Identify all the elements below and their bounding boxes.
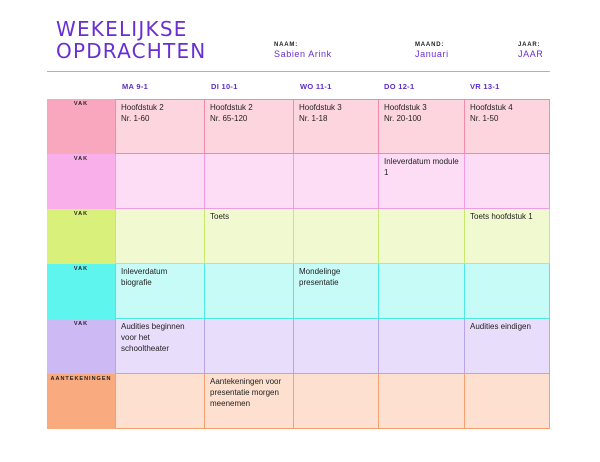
schedule-cell[interactable] (294, 209, 379, 264)
day-header: MA 9-1 (122, 82, 149, 91)
day-header: DI 10-1 (211, 82, 238, 91)
schedule-cell[interactable]: Toets hoofdstuk 1 (465, 209, 550, 264)
schedule-cell[interactable] (116, 209, 205, 264)
schedule-cell[interactable] (379, 264, 465, 319)
day-header: VR 13-1 (470, 82, 500, 91)
schedule-cell[interactable] (205, 154, 294, 209)
schedule-cell[interactable] (116, 154, 205, 209)
year-field[interactable] (518, 41, 543, 60)
month-field[interactable] (415, 41, 449, 60)
schedule-row (47, 154, 550, 209)
header-divider (47, 71, 550, 72)
year-value[interactable]: JAAR (518, 49, 544, 59)
title-line-1: WEKELIJKSE (56, 17, 188, 41)
schedule-cell[interactable]: Inleverdatum biografie (116, 264, 205, 319)
schedule-row (47, 264, 550, 319)
schedule-cell[interactable]: Hoofdstuk 2 Nr. 1-60 (116, 99, 205, 154)
day-header: WO 11-1 (300, 82, 332, 91)
schedule-cell[interactable] (205, 264, 294, 319)
page-title (56, 18, 256, 62)
month-label: MAAND: (415, 42, 445, 48)
schedule-cell[interactable] (465, 154, 550, 209)
schedule-cell[interactable]: Hoofdstuk 2 Nr. 65-120 (205, 99, 294, 154)
schedule-cell[interactable] (379, 374, 465, 429)
name-field[interactable] (274, 41, 332, 60)
schedule-cell[interactable]: Aantekeningen voor presentatie morgen meenemen (205, 374, 294, 429)
schedule-cell[interactable]: Audities eindigen (465, 319, 550, 374)
row-label: VAK (47, 209, 116, 264)
schedule-row (47, 99, 550, 154)
day-header: DO 12-1 (384, 82, 415, 91)
schedule-cell[interactable] (205, 319, 294, 374)
schedule-cell[interactable]: Hoofdstuk 3 Nr. 1-18 (294, 99, 379, 154)
schedule-cell[interactable] (379, 319, 465, 374)
month-value[interactable]: Januari (415, 49, 449, 59)
schedule-cell[interactable]: Mondelinge presentatie (294, 264, 379, 319)
title-line-2: OPDRACHTEN (56, 39, 207, 63)
schedule-cell[interactable] (379, 209, 465, 264)
schedule-cell[interactable]: Hoofdstuk 4 Nr. 1-50 (465, 99, 550, 154)
schedule-cell[interactable]: Toets (205, 209, 294, 264)
schedule-cell[interactable] (294, 374, 379, 429)
schedule-cell[interactable] (116, 374, 205, 429)
year-label: JAAR: (518, 42, 541, 48)
schedule-row (47, 209, 550, 264)
name-value[interactable]: Sabien Arink (274, 49, 332, 59)
row-label: VAK (47, 264, 116, 319)
schedule-row (47, 374, 550, 429)
row-label: AANTEKENINGEN (47, 374, 116, 429)
schedule-cell[interactable]: Hoofdstuk 3 Nr. 20-100 (379, 99, 465, 154)
row-label: VAK (47, 99, 116, 154)
name-label: NAAM: (274, 42, 298, 48)
schedule-cell[interactable] (294, 319, 379, 374)
row-label: VAK (47, 319, 116, 374)
schedule-row (47, 319, 550, 374)
schedule-cell[interactable] (465, 264, 550, 319)
schedule-cell[interactable] (294, 154, 379, 209)
schedule-cell[interactable] (465, 374, 550, 429)
row-label: VAK (47, 154, 116, 209)
schedule-cell[interactable]: Audities beginnen voor het schooltheater (116, 319, 205, 374)
schedule-cell[interactable]: Inleverdatum module 1 (379, 154, 465, 209)
